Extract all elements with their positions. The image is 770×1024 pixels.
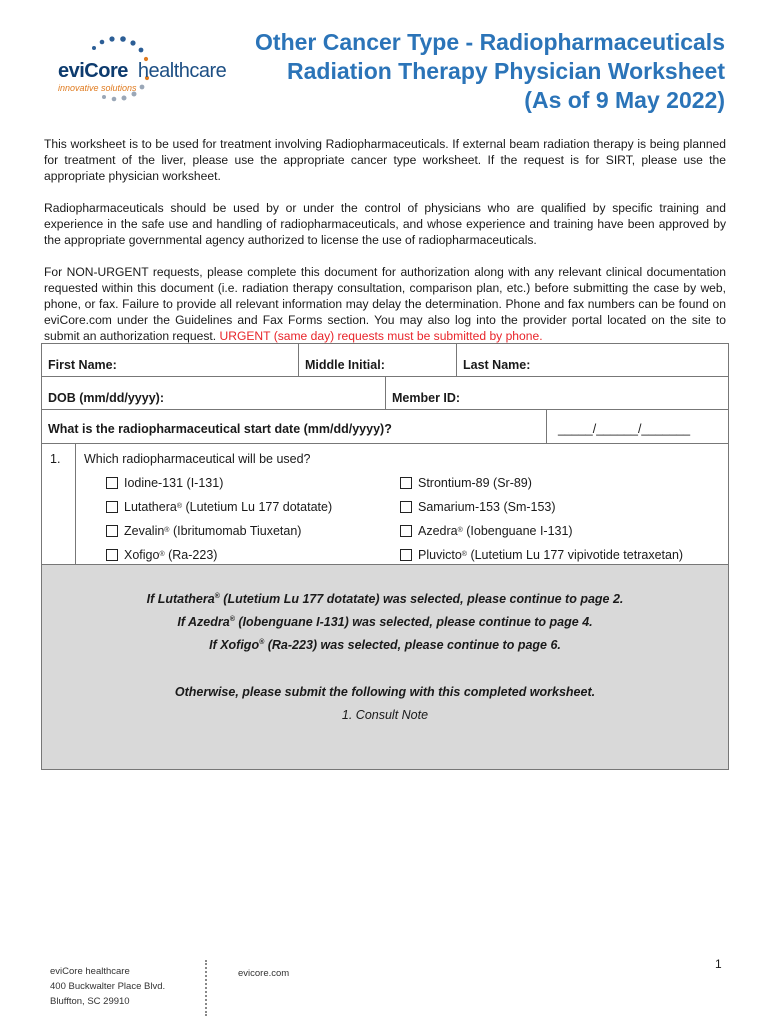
- instruction-lead: If Xofigo: [209, 638, 260, 652]
- checkbox[interactable]: [106, 525, 118, 537]
- intro-text: [44, 136, 726, 360]
- instruction-lead: If Azedra: [177, 615, 230, 629]
- logo-brand-text: eviCore: [58, 60, 128, 82]
- member-id-label: Member ID:: [392, 391, 461, 405]
- otherwise-instruction: Otherwise, please submit the following with this completed worksheet.: [174, 685, 596, 699]
- middle-initial-field[interactable]: [299, 344, 456, 376]
- option-label-detail: (Ra-223): [168, 548, 218, 562]
- instruction-rest: (Ra-223) was selected, please continue to page 6.: [264, 638, 561, 652]
- option-label-detail: (Lutetium Lu 177 dotatate): [185, 500, 333, 514]
- option-samarium-153[interactable]: [400, 500, 556, 514]
- dob-row: [42, 377, 728, 410]
- registered-mark: ®: [259, 638, 265, 646]
- option-label: Pluvicto: [418, 548, 462, 562]
- question-1-number: 1.: [50, 452, 61, 466]
- instruction-rest: (Iobenguane I-131) was selected, please continue to page 4.: [234, 615, 593, 629]
- option-label-detail: (Ibritumomab Tiuxetan): [172, 524, 302, 538]
- urgent-notice: URGENT (same day) requests must be submitted by phone.: [219, 329, 543, 343]
- divider: [546, 410, 547, 443]
- logo-brand-healthcare: healthcare: [137, 60, 227, 82]
- intro-paragraph-3: [44, 264, 726, 344]
- dob-field[interactable]: [42, 377, 385, 409]
- option-label: Iodine-131 (I-131): [124, 476, 224, 490]
- document-title: [255, 28, 725, 115]
- intro-paragraph-2: Radiopharmaceuticals should be used by or under the control of physicians who are qualified by specific training and experience in the safe use and handling of radiopharmaceuticals, and whose experience and training have been approved by the appropriate governmental agency authorized to license the use of radiopharmaceuticals.: [44, 201, 726, 247]
- option-label: Zevalin: [124, 524, 165, 538]
- option-label: Azedra: [418, 524, 458, 538]
- option-label: Strontium-89 (Sr-89): [418, 476, 532, 490]
- title-line-3: (As of 9 May 2022): [524, 87, 725, 113]
- registered-mark: ®: [229, 615, 235, 623]
- instructions-panel: [42, 564, 728, 769]
- intro-paragraph-1: This worksheet is to be used for treatment involving Radiopharmaceuticals. If external beam radiation therapy is being planned for treatment of the liver, please use the appropriate cancer type worksheet. If the request is for SIRT, please use the appropriate physician worksheet.: [44, 137, 726, 183]
- last-name-field[interactable]: [457, 344, 727, 376]
- logo-wordmark: [58, 60, 226, 83]
- footer-divider: [205, 960, 208, 1016]
- checkbox[interactable]: [400, 477, 412, 489]
- first-name-label: First Name:: [48, 358, 117, 372]
- footer-city: Bluffton, SC 29910: [50, 996, 130, 1007]
- evicore-logo: [52, 34, 262, 110]
- logo-tagline: innovative solutions: [58, 83, 137, 93]
- title-line-2: Radiation Therapy Physician Worksheet: [287, 58, 725, 84]
- instruction-rest: (Lutetium Lu 177 dotatate) was selected, please continue to page 2.: [219, 592, 624, 606]
- middle-initial-label: Middle Initial:: [305, 358, 385, 372]
- start-date-row: [42, 410, 728, 444]
- option-lutathera[interactable]: Lutathera ® (Lutetium Lu 177 dotatate): [106, 500, 332, 514]
- dob-label: DOB (mm/dd/yyyy):: [48, 391, 164, 405]
- name-row: [42, 344, 728, 377]
- option-azedra[interactable]: Azedra ® (Iobenguane I-131): [400, 524, 573, 538]
- footer-company: eviCore healthcare: [50, 966, 130, 977]
- checkbox[interactable]: [400, 501, 412, 513]
- member-id-field[interactable]: [386, 377, 726, 409]
- option-xofigo[interactable]: Xofigo ® (Ra-223): [106, 548, 217, 562]
- checkbox[interactable]: [106, 501, 118, 513]
- question-number-divider: [75, 444, 76, 564]
- instruction-lead: If Lutathera: [146, 592, 215, 606]
- option-zevalin[interactable]: Zevalin ® (Ibritumomab Tiuxetan): [106, 524, 301, 538]
- registered-mark: ®: [214, 592, 220, 600]
- option-pluvicto[interactable]: Pluvicto ® (Lutetium Lu 177 vipivotide tetraxetan): [400, 548, 683, 562]
- checkbox[interactable]: [400, 549, 412, 561]
- page-number: 1: [715, 957, 722, 971]
- title-line-1: Other Cancer Type - Radiopharmaceuticals: [255, 29, 725, 55]
- option-iodine-131[interactable]: [106, 476, 223, 490]
- start-date-question: What is the radiopharmaceutical start date (mm/dd/yyyy)?: [48, 422, 392, 436]
- checkbox[interactable]: [106, 477, 118, 489]
- option-label: Xofigo: [124, 548, 160, 562]
- consult-note-item: 1. Consult Note: [341, 708, 429, 722]
- option-label: Samarium-153 (Sm-153): [418, 500, 556, 514]
- checkbox[interactable]: [400, 525, 412, 537]
- checkbox[interactable]: [106, 549, 118, 561]
- option-strontium-89[interactable]: [400, 476, 532, 490]
- patient-form: [41, 343, 729, 770]
- option-label-detail: (Lutetium Lu 177 vipivotide tetraxetan): [470, 548, 684, 562]
- question-1-text: Which radiopharmaceutical will be used?: [84, 452, 311, 466]
- first-name-field[interactable]: [42, 344, 298, 376]
- option-label-detail: (Iobenguane I-131): [466, 524, 573, 538]
- option-label: Lutathera: [124, 500, 177, 514]
- start-date-blank[interactable]: _____/______/_______: [558, 422, 691, 436]
- footer-address: [50, 964, 165, 1009]
- xofigo-instruction: [42, 638, 728, 652]
- lutathera-instruction: [42, 592, 728, 606]
- footer-website-link[interactable]: evicore.com: [238, 968, 290, 979]
- intro-paragraph-3-body: For NON-URGENT requests, please complete this document for authorization along with any relevant clinical documentation requested within this document (i.e. radiation therapy consultation, comparison plan, etc.) before submitting the case by web, phone, or fax. Failure to provide all relevant information may delay the determination. Phone and fax numbers can be found on eviCore.com under the Guidelines and Fax Forms section. You may also log into the provider portal located on the site to submit an authorization request.: [44, 265, 726, 343]
- azedra-instruction: [42, 615, 728, 629]
- last-name-label: Last Name:: [463, 358, 531, 372]
- footer-street: 400 Buckwalter Place Blvd.: [50, 981, 166, 992]
